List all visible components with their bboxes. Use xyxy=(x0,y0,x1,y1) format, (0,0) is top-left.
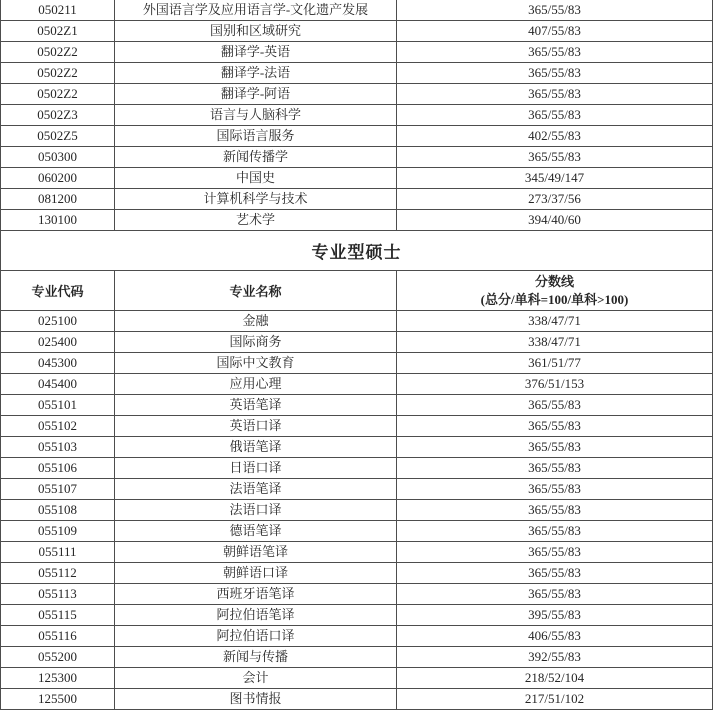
major-name-cell: 国际中文教育 xyxy=(115,353,397,374)
score-cell: 365/55/83 xyxy=(397,437,713,458)
score-cell: 407/55/83 xyxy=(397,21,713,42)
table-row xyxy=(1,63,713,84)
table-header-row xyxy=(1,271,713,311)
major-name-cell: 日语口译 xyxy=(115,458,397,479)
major-code-cell: 0502Z2 xyxy=(1,42,115,63)
major-code-cell: 0502Z2 xyxy=(1,63,115,84)
score-cell: 395/55/83 xyxy=(397,605,713,626)
major-code-cell: 025100 xyxy=(1,311,115,332)
major-name-cell: 国别和区域研究 xyxy=(115,21,397,42)
table-row xyxy=(1,84,713,105)
table-row xyxy=(1,689,713,710)
major-code-cell: 125500 xyxy=(1,689,115,710)
major-code-cell: 060200 xyxy=(1,168,115,189)
score-cell: 402/55/83 xyxy=(397,126,713,147)
major-name-cell: 外国语言学及应用语言学-文化遗产发展 xyxy=(115,0,397,21)
score-cell: 218/52/104 xyxy=(397,668,713,689)
header-major-code: 专业代码 xyxy=(1,271,115,311)
table-row xyxy=(1,311,713,332)
section-title-row xyxy=(1,231,713,271)
table-row xyxy=(1,605,713,626)
major-name-cell: 中国史 xyxy=(115,168,397,189)
table-row xyxy=(1,374,713,395)
major-name-cell: 图书情报 xyxy=(115,689,397,710)
table-row xyxy=(1,147,713,168)
table-row xyxy=(1,332,713,353)
score-cell: 365/55/83 xyxy=(397,416,713,437)
table-row xyxy=(1,42,713,63)
major-name-cell: 法语笔译 xyxy=(115,479,397,500)
major-code-cell: 055116 xyxy=(1,626,115,647)
major-name-cell: 新闻与传播 xyxy=(115,647,397,668)
score-cell: 338/47/71 xyxy=(397,311,713,332)
score-cell: 338/47/71 xyxy=(397,332,713,353)
academic-masters-rows xyxy=(1,0,713,231)
table-row xyxy=(1,668,713,689)
score-cell: 365/55/83 xyxy=(397,479,713,500)
score-cell: 365/55/83 xyxy=(397,542,713,563)
major-code-cell: 045300 xyxy=(1,353,115,374)
score-cell: 365/55/83 xyxy=(397,63,713,84)
major-name-cell: 翻译学-英语 xyxy=(115,42,397,63)
major-code-cell: 055102 xyxy=(1,416,115,437)
table-row xyxy=(1,416,713,437)
major-name-cell: 语言与人脑科学 xyxy=(115,105,397,126)
professional-section-header xyxy=(1,231,713,311)
major-code-cell: 0502Z3 xyxy=(1,105,115,126)
score-cell: 365/55/83 xyxy=(397,458,713,479)
major-name-cell: 阿拉伯语笔译 xyxy=(115,605,397,626)
score-cell: 365/55/83 xyxy=(397,0,713,21)
major-name-cell: 应用心理 xyxy=(115,374,397,395)
score-cell: 365/55/83 xyxy=(397,500,713,521)
major-name-cell: 翻译学-阿语 xyxy=(115,84,397,105)
major-code-cell: 055112 xyxy=(1,563,115,584)
table-row xyxy=(1,626,713,647)
major-code-cell: 045400 xyxy=(1,374,115,395)
header-major-name: 专业名称 xyxy=(115,271,397,311)
score-cell: 376/51/153 xyxy=(397,374,713,395)
table-row xyxy=(1,542,713,563)
table-row xyxy=(1,458,713,479)
major-name-cell: 法语口译 xyxy=(115,500,397,521)
major-code-cell: 125300 xyxy=(1,668,115,689)
table-row xyxy=(1,105,713,126)
table-row xyxy=(1,500,713,521)
major-code-cell: 055115 xyxy=(1,605,115,626)
score-cell: 365/55/83 xyxy=(397,395,713,416)
major-code-cell: 055111 xyxy=(1,542,115,563)
major-code-cell: 130100 xyxy=(1,210,115,231)
major-code-cell: 050211 xyxy=(1,0,115,21)
score-cell: 406/55/83 xyxy=(397,626,713,647)
major-name-cell: 英语笔译 xyxy=(115,395,397,416)
major-name-cell: 国际商务 xyxy=(115,332,397,353)
major-code-cell: 055200 xyxy=(1,647,115,668)
major-code-cell: 055108 xyxy=(1,500,115,521)
score-cell: 365/55/83 xyxy=(397,584,713,605)
section-title: 专业型硕士 xyxy=(1,231,713,271)
table-row xyxy=(1,647,713,668)
major-code-cell: 055113 xyxy=(1,584,115,605)
table-row xyxy=(1,563,713,584)
table-row xyxy=(1,584,713,605)
major-name-cell: 朝鲜语笔译 xyxy=(115,542,397,563)
table-row xyxy=(1,0,713,21)
score-cell: 365/55/83 xyxy=(397,84,713,105)
score-cell: 365/55/83 xyxy=(397,147,713,168)
score-cell: 345/49/147 xyxy=(397,168,713,189)
major-name-cell: 会计 xyxy=(115,668,397,689)
major-name-cell: 国际语言服务 xyxy=(115,126,397,147)
score-cell: 273/37/56 xyxy=(397,189,713,210)
header-score-line1: 分数线 xyxy=(534,273,574,289)
major-code-cell: 055109 xyxy=(1,521,115,542)
table-row xyxy=(1,126,713,147)
major-name-cell: 俄语笔译 xyxy=(115,437,397,458)
major-code-cell: 025400 xyxy=(1,332,115,353)
professional-masters-rows xyxy=(1,311,713,710)
major-name-cell: 英语口译 xyxy=(115,416,397,437)
header-score-line xyxy=(397,271,713,311)
major-name-cell: 西班牙语笔译 xyxy=(115,584,397,605)
major-code-cell: 0502Z2 xyxy=(1,84,115,105)
table-row xyxy=(1,353,713,374)
major-name-cell: 艺术学 xyxy=(115,210,397,231)
score-cell: 365/55/83 xyxy=(397,42,713,63)
major-code-cell: 055107 xyxy=(1,479,115,500)
table-row xyxy=(1,168,713,189)
major-code-cell: 0502Z1 xyxy=(1,21,115,42)
major-name-cell: 新闻传播学 xyxy=(115,147,397,168)
table-row xyxy=(1,521,713,542)
score-cell: 365/55/83 xyxy=(397,521,713,542)
major-name-cell: 金融 xyxy=(115,311,397,332)
major-code-cell: 050300 xyxy=(1,147,115,168)
score-cell: 365/55/83 xyxy=(397,105,713,126)
score-cell: 394/40/60 xyxy=(397,210,713,231)
table-row xyxy=(1,21,713,42)
table-row xyxy=(1,479,713,500)
major-code-cell: 055101 xyxy=(1,395,115,416)
header-score-line2: (总分/单科=100/单科>100) xyxy=(480,291,629,307)
major-name-cell: 计算机科学与技术 xyxy=(115,189,397,210)
major-name-cell: 朝鲜语口译 xyxy=(115,563,397,584)
table-row xyxy=(1,210,713,231)
score-cell: 217/51/102 xyxy=(397,689,713,710)
score-cell: 392/55/83 xyxy=(397,647,713,668)
major-name-cell: 阿拉伯语口译 xyxy=(115,626,397,647)
table-row xyxy=(1,395,713,416)
score-cell: 365/55/83 xyxy=(397,563,713,584)
major-name-cell: 翻译学-法语 xyxy=(115,63,397,84)
major-name-cell: 德语笔译 xyxy=(115,521,397,542)
major-code-cell: 055106 xyxy=(1,458,115,479)
table-row xyxy=(1,437,713,458)
major-code-cell: 0502Z5 xyxy=(1,126,115,147)
major-code-cell: 055103 xyxy=(1,437,115,458)
score-cell: 361/51/77 xyxy=(397,353,713,374)
table-row xyxy=(1,189,713,210)
major-code-cell: 081200 xyxy=(1,189,115,210)
